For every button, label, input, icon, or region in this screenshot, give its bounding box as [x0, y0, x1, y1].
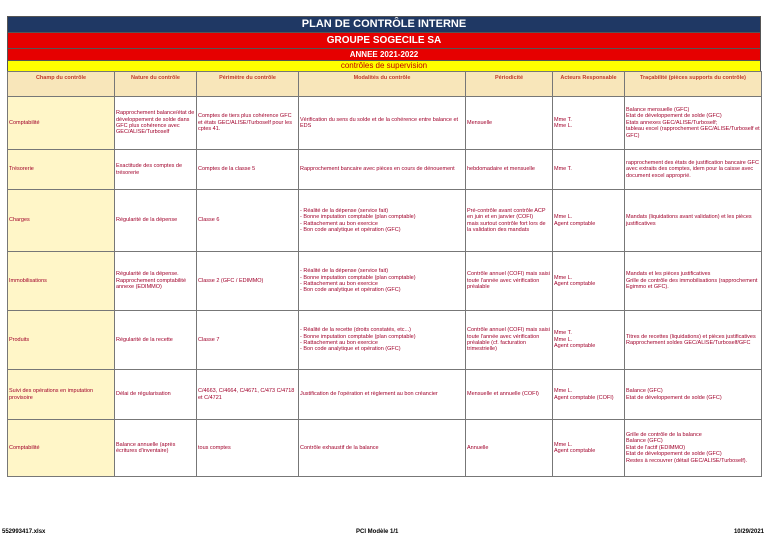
column-header: Acteurs Responsable — [553, 72, 625, 97]
table-cell: Mme T. Mme L. — [553, 97, 625, 150]
column-header: Nature du contrôle — [115, 72, 197, 97]
table-cell: Balance (GFC) Etat de développement de solde (GFC) — [625, 370, 762, 420]
table-cell: Balance mensuelle (GFC) Etat de développement de solde (GFC) Etats annexes GEC/ALISE/Turboself; tableau excel (rapprochement GEC/ALISE/Turboself et GFC) — [625, 97, 762, 150]
footer-date: 10/29/2021 — [733, 529, 764, 535]
table-row — [8, 420, 762, 477]
table-cell: Exactitude des comptes de trésorerie — [115, 150, 197, 190]
column-header: Champ du contrôle — [8, 72, 115, 97]
table-cell: Mensuelle — [466, 97, 553, 150]
table-cell: Justification de l'opération et règlement au bon créancier — [299, 370, 466, 420]
table-cell: Titres de recettes (liquidations) et pièces justificatives Rapprochement soldes GEC/ALISE/Turboself/GFC — [625, 311, 762, 370]
table-cell: tous comptes — [197, 420, 299, 477]
table-cell: hebdomadaire et mensuelle — [466, 150, 553, 190]
table-cell: Suivi des opérations en imputation provisoire — [8, 370, 115, 420]
table-cell: Mensuelle et annuelle (COFI) — [466, 370, 553, 420]
table-cell: Vérification du sens du solde et de la cohérence entre balance et EDS — [299, 97, 466, 150]
column-header: Périmètre du contrôle — [197, 72, 299, 97]
table-cell: - Réalité de la dépense (service fait) - Bonne imputation comptable (plan comptable) - Rattachement au bon exercice - Bon code analytique et opération (GFC) — [299, 190, 466, 252]
table-row — [8, 97, 762, 150]
column-header: Traçabilité (pièces supports du contrôle) — [625, 72, 762, 97]
table-cell: Rapprochement balance/état de développement de solde dans GFC plus cohérence avec GEC/ALISE/Turboself — [115, 97, 197, 150]
table-cell: Contrôle annuel (COFI) mais saisi toute l'année avec vérification préalable (cf. facturation trimestrielle) — [466, 311, 553, 370]
table-cell: Mme L. Agent comptable — [553, 190, 625, 252]
table-cell: Pré-contrôle avant contrôle ACP en juin et en janvier (COFI) mais surtout contrôle fort lors de la validation des mandats — [466, 190, 553, 252]
table-cell: C/4663, C/4664, C/4671, C/473 C/4718 et C/4721 — [197, 370, 299, 420]
table-row — [8, 311, 762, 370]
table-cell: Mme T. — [553, 150, 625, 190]
table-row — [8, 252, 762, 311]
table-cell: Délai de régularisation — [115, 370, 197, 420]
table-cell: Charges — [8, 190, 115, 252]
section-subtitle: contrôles de supervision — [7, 60, 761, 71]
plan-title: PLAN DE CONTRÔLE INTERNE — [7, 16, 761, 32]
table-cell: Régularité de la dépense — [115, 190, 197, 252]
table-cell: Immobilisations — [8, 252, 115, 311]
table-cell: Classe 2 (GFC / EDIMMO) — [197, 252, 299, 311]
table-cell: Classe 7 — [197, 311, 299, 370]
table-cell: Mme T. Mme L. Agent comptable — [553, 311, 625, 370]
year-label: ANNEE 2021-2022 — [7, 48, 761, 60]
table-cell: Mme L. Agent comptable — [553, 252, 625, 311]
column-header: Modalités du contrôle — [299, 72, 466, 97]
table-cell: Trésorerie — [8, 150, 115, 190]
company-name: GROUPE SOGECILE SA — [7, 32, 761, 48]
table-row — [8, 370, 762, 420]
table-cell: Balance annuelle (après écritures d'inventaire) — [115, 420, 197, 477]
table-cell: Classe 6 — [197, 190, 299, 252]
table-cell: Régularité de la dépense. Rapprochement comptabilité annexe (EDIMMO) — [115, 252, 197, 311]
table-cell: Mandats (liquidations avant validation) et les pièces justificatives — [625, 190, 762, 252]
table-cell: Produits — [8, 311, 115, 370]
footer-sheet-name: PCI Modèle 1/1 — [356, 529, 399, 535]
table-cell: Contrôle annuel (COFI) mais saisi toute l'année avec vérification préalable — [466, 252, 553, 311]
spreadsheet-sheet — [7, 16, 761, 477]
table-row — [8, 190, 762, 252]
table-cell: Régularité de la recette — [115, 311, 197, 370]
table-cell: Comptes de tiers plus cohérence GFC et états GEC/ALISE/Turboself pour les cptes 41. — [197, 97, 299, 150]
table-cell: rapprochement des états de justification bancaire GFC avec extraits des comptes, idem pour la caisse avec document excel approprié. — [625, 150, 762, 190]
table-header-row — [8, 72, 762, 97]
table-row — [8, 150, 762, 190]
column-header: Périodicité — [466, 72, 553, 97]
table-cell: Annuelle — [466, 420, 553, 477]
table-cell: Mme L. Agent comptable (COFI) — [553, 370, 625, 420]
table-cell: Mme L. Agent comptable — [553, 420, 625, 477]
table-cell: Mandats et les pièces justificatives Grille de contrôle des immobilisations (rapprochement Egimmo et GFC). — [625, 252, 762, 311]
table-cell: - Réalité de la recette (droits constatés, etc...) - Bonne imputation comptable (plan comptable) - Rattachement au bon exercice - Bon code analytique et opération (GFC) — [299, 311, 466, 370]
footer-filename: 552993417.xlsx — [2, 529, 46, 535]
table-cell: - Réalité de la dépense (service fait) - Bonne imputation comptable (plan comptable) - Rattachement au bon exercice - Bon code analytique et opération (GFC) — [299, 252, 466, 311]
control-table — [7, 71, 762, 477]
table-cell: Grille de contrôle de la balance Balance (GFC) Etat de l'actif (EDIMMO) Etat de développement de solde (GFC) Restes à recouvrer (détail GEC/ALISE/Turboself). — [625, 420, 762, 477]
table-cell: Comptes de la classe 5 — [197, 150, 299, 190]
table-cell: Contrôle exhaustif de la balance — [299, 420, 466, 477]
table-cell: Comptabilité — [8, 420, 115, 477]
table-cell: Comptabilité — [8, 97, 115, 150]
table-cell: Rapprochement bancaire avec pièces en cours de dénouement — [299, 150, 466, 190]
